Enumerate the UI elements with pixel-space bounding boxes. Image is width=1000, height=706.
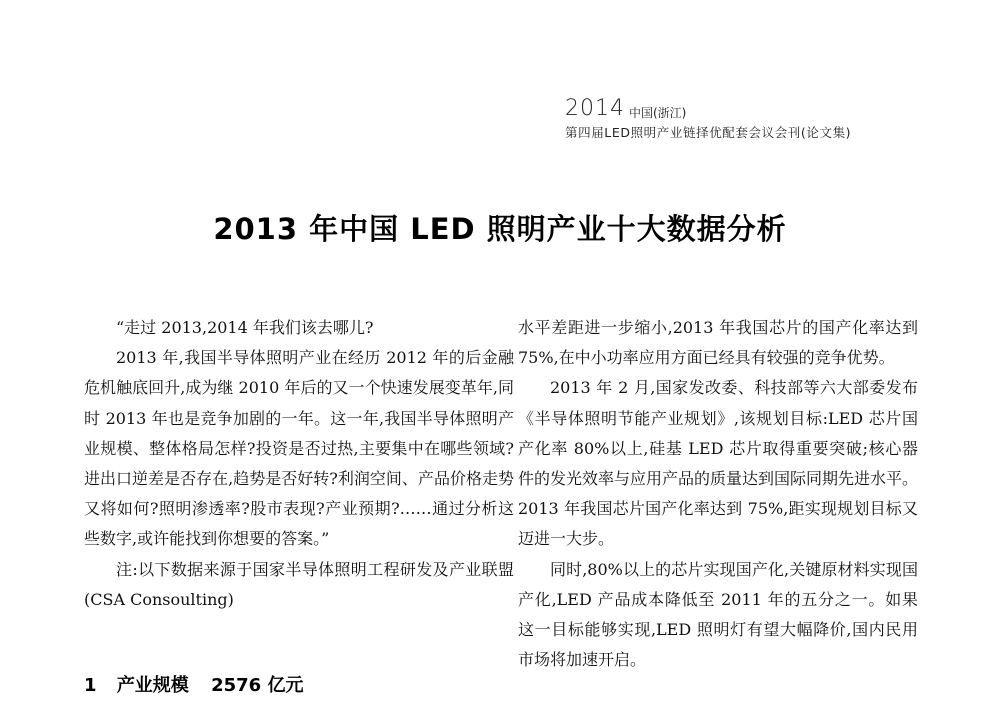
section-heading — [84, 671, 514, 697]
section-label: 产业规模 — [116, 675, 189, 696]
running-header — [565, 96, 995, 141]
header-year: 2014 — [565, 96, 625, 121]
right-column — [518, 313, 918, 675]
body-paragraph-1: 水平差距进一步缩小,2013 年我国芯片的国产化率达到 75%,在中小功率应用方面已经具有较强的竞争优势。 — [518, 318, 918, 368]
body-paragraph-3: 同时,80%以上的芯片实现国产化,关键原材料实现国产化,LED 产品成本降低至 2011 年的五分之一。如果这一目标能够实现,LED 照明灯有望大幅降价,国内民用市场将加速开启。 — [518, 559, 918, 670]
data-source-note: 注:以下数据来源于国家半导体照明工程研发及产业联盟(CSA Consoulting) — [84, 559, 514, 609]
intro-question: “走过 2013,2014 年我们该去哪儿? — [116, 318, 374, 337]
intro-paragraph: 2013 年,我国半导体照明产业在经历 2012 年的后金融危机触底回升,成为继 2010 年后的又一个快速发展变革年,同时 2013 年也是竞争加剧的一年。这一年,我国半导体照明产业规模、整体格局怎样?投资是否过热,主要集中在哪些领域?进出口逆差是否存在,趋势是否好转?利润空间、产品价格走势又将如何?照明渗透率?股市表现?产业预期?……通过分析这些数字,或许能找到你想要的答案。” — [84, 348, 514, 549]
header-year-line — [565, 96, 995, 120]
left-column — [84, 313, 514, 615]
body-paragraph-2: 2013 年 2 月,国家发改委、科技部等六大部委发布《半导体照明节能产业规划》,该规划目标:LED 芯片国产化率 80%以上,硅基 LED 芯片取得重要突破;核心器件的发光效率与应用产品的质量达到国际同期先进水平。2013 年我国芯片国产化率达到 75%,距实现规划目标又迈进一大步。 — [518, 378, 919, 549]
article-title: 2013 年中国 LED 照明产业十大数据分析 — [213, 212, 787, 246]
section-value: 2576 亿元 — [211, 675, 304, 696]
header-conference: 第四届LED照明产业链择优配套会议会刊(论文集) — [565, 125, 852, 140]
section-number: 1 — [84, 675, 97, 696]
header-region: 中国(浙江) — [629, 106, 687, 120]
